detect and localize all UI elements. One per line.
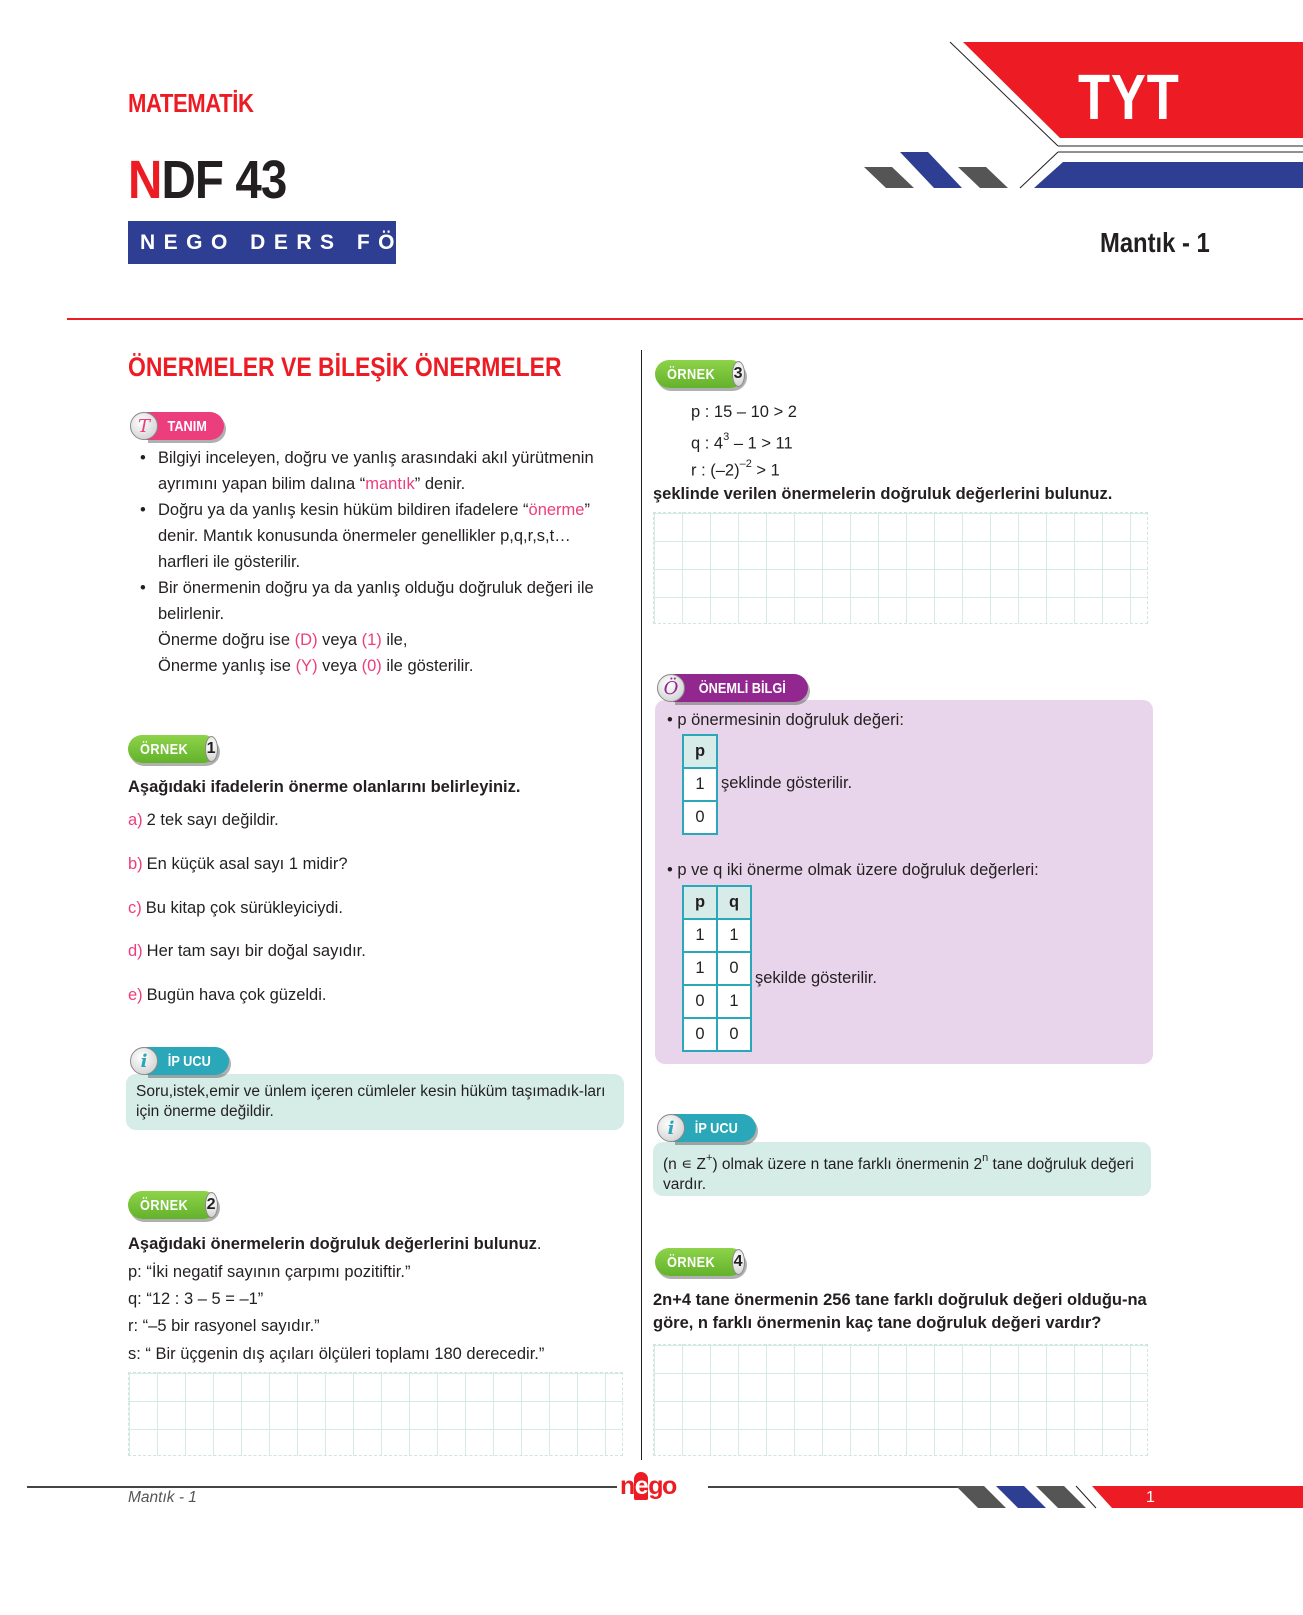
section-title: ÖNERMELER VE BİLEŞİK ÖNERMELER [128,352,562,382]
footer-stripe-graphic [950,1484,1303,1514]
example-1-option-d: d) Her tam sayı bir doğal sayıdır. [128,942,366,960]
definition-list [128,445,618,679]
definition-label: TANIM [146,412,224,440]
example-number: 3 [732,361,745,387]
publisher-logo: nego [620,1472,676,1500]
definition-false-line: Önerme yanlış ise (Y) veya (0) ile gösterilir. [158,657,474,675]
truth-table-double [682,885,752,1052]
important-info-icon: Ö [657,674,685,702]
example-4-question: 2n+4 tane önermenin 256 tane farklı doğruluk değeri olduğu-na göre, n farklı önermenin kaç tane doğruluk değeri vardır? [653,1291,1147,1332]
example-number: 4 [732,1249,745,1275]
truth-table-row: 1 [683,768,717,801]
page-number-band [1092,1486,1303,1508]
stripe-blue [996,1486,1046,1508]
truth-table-row: 0 0 [683,1018,751,1051]
example-3-answer-grid[interactable] [653,512,1148,624]
important-info-line-1: • p önermesinin doğruluk değeri: [667,711,904,729]
example-3-statement-q: q : $4^3 - 1 > 11$ [691,431,793,453]
important-info-caption-1: şeklinde gösterilir. [721,774,853,792]
example-1-option-c: c) Bu kitap çok sürükleyiciydi. [128,899,343,917]
important-info-caption-2: şekilde gösterilir. [755,969,877,987]
example-2-badge: ÖRNEK 2 [128,1191,218,1219]
tip-1-text: Soru,istek,emir ve ünlem içeren cümleler kesin hüküm taşımadık-ları için önerme değildir. [136,1083,606,1120]
important-info-line-2: • p ve q iki önerme olmak üzere doğruluk değerleri: [667,861,1039,879]
definition-badge [130,412,224,440]
booklet-code [128,150,286,210]
example-1-badge: ÖRNEK 1 [128,735,218,763]
example-2-question: Aşağıdaki önermelerin doğruluk değerlerini bulunuz. [128,1235,542,1253]
truth-table-row: 0 [683,801,717,834]
important-info-box [655,700,1153,1064]
header-divider [67,318,1303,320]
definition-item: • Bilgiyi inceleyen, doğru ve yanlış arasındaki akıl yürütmenin ayrımını yapan bilim dalına “mantık” denir. [128,445,618,497]
example-1-option-a: a) 2 tek sayı değildir. [128,811,279,829]
definition-true-line: Önerme doğru ise (D) veya (1) ile, [158,631,408,649]
footer-topic: Mantık - 1 [128,1489,197,1506]
example-2-statement-q: q: “12 : 3 – 5 = –1” [128,1290,264,1308]
example-4-answer-grid[interactable] [653,1344,1148,1456]
example-2-statement-s: s: “ Bir üçgenin dış açıları ölçüleri toplamı 180 derecedir.” [128,1345,545,1363]
page-number: 1 [1146,1489,1155,1506]
example-2-statement-r: r: “–5 bir rasyonel sayıdır.” [128,1317,320,1335]
definition-item: • Bir önermenin doğru ya da yanlış olduğu doğruluk değeri ile belirlenir. [128,575,618,627]
example-number: 2 [205,1192,218,1218]
truth-table-row: 0 1 [683,985,751,1018]
tip-2-label: İP UCU [673,1114,756,1142]
tip-1-box [126,1074,624,1130]
definition-icon: T [130,412,158,440]
important-info-label: ÖNEMLİ BİLGİ [673,674,808,702]
booklet-code-prefix: N [128,150,162,210]
stripe-gray-2 [958,167,1008,188]
example-2-statement-p: p: “İki negatif sayının çarpımı pozitiftir.” [128,1263,411,1281]
example-1-option-b: b) En küçük asal sayı 1 midir? [128,855,348,873]
info-icon: i [130,1047,158,1075]
topic-title: Mantık - 1 [1100,227,1210,258]
example-1-question: Aşağıdaki ifadelerin önerme olanlarını belirleyiniz. [128,778,521,796]
booklet-code-rest: DF 43 [161,150,287,210]
subject-title: MATEMATİK [128,88,254,118]
truth-table-header: p q [683,886,751,919]
truth-table-single [682,734,718,835]
tip-1-badge [130,1047,229,1075]
tip-2-badge [657,1114,756,1142]
stripe-blue [900,152,962,188]
example-1-option-e: e) Bugün hava çok güzeldi. [128,986,327,1004]
stripe-gray-1 [864,167,914,188]
truth-table-row: 1 0 [683,952,751,985]
tip-2-text: (n ∊ Z+) olmak üzere n tane farklı önermenin 2$^n$ tane doğruluk değeri vardır. [663,1152,1134,1194]
example-3-question: şeklinde verilen önermelerin doğruluk değerlerini bulunuz. [653,485,1113,503]
example-4-badge: ÖRNEK 4 [655,1248,745,1276]
tyt-blue-band [1034,162,1303,188]
tip-2-box [653,1142,1151,1196]
definition-item: • Doğru ya da yanlış kesin hüküm bildiren ifadelere “önerme” denir. Mantık konusunda önermeler genellikler p,q,r,s,t… harfleri ile gösterilir. [128,497,618,575]
footer-rule-left [27,1486,617,1488]
example-3-statement-r: r : $(-2)^{-2} > 1$ [691,458,780,480]
series-name-band: NEGO DERS FÖYÜ [128,221,396,264]
stripe-gray-1 [956,1486,1006,1508]
important-info-badge [657,674,808,702]
tip-1-label: İP UCU [146,1047,229,1075]
column-divider [641,350,642,1460]
truth-table-header: p [683,735,717,768]
example-3-badge: ÖRNEK 3 [655,360,745,388]
example-2-answer-grid[interactable] [128,1372,623,1456]
truth-table-row: 1 1 [683,919,751,952]
tyt-banner-graphic [820,30,1303,200]
exam-badge: TYT [1078,61,1180,133]
footer-rule-right [708,1486,978,1488]
info-icon: i [657,1114,685,1142]
example-number: 1 [205,736,218,762]
example-3-statement-p: p : 15 – 10 > 2 [691,403,797,421]
